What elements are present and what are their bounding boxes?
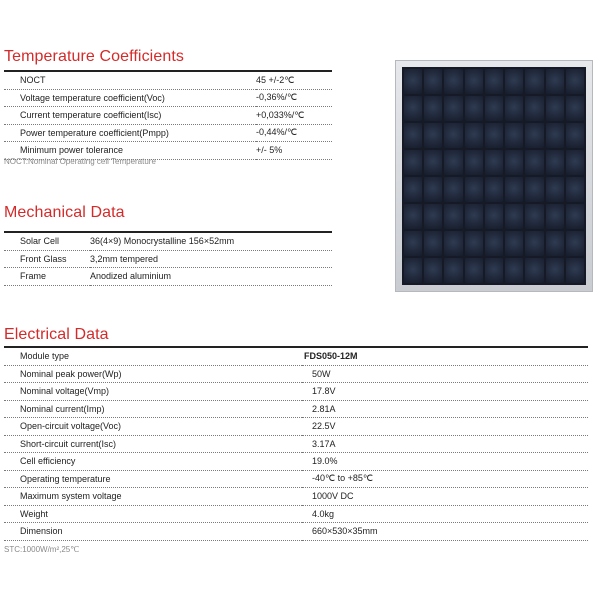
solar-cell bbox=[525, 150, 543, 175]
row-label: Nominal peak power(Wp) bbox=[4, 365, 302, 383]
solar-cell bbox=[404, 231, 422, 256]
solar-cell bbox=[404, 150, 422, 175]
solar-cell bbox=[444, 69, 462, 94]
row-value: 19.0% bbox=[302, 453, 588, 471]
row-label: Open-circuit voltage(Voc) bbox=[4, 418, 302, 436]
solar-cell bbox=[525, 177, 543, 202]
solar-cell bbox=[465, 96, 483, 121]
table-row bbox=[4, 435, 588, 453]
row-value: 2.81A bbox=[302, 400, 588, 418]
solar-cell bbox=[546, 150, 564, 175]
solar-cell bbox=[424, 69, 442, 94]
solar-cell bbox=[444, 231, 462, 256]
row-label: Maximum system voltage bbox=[4, 488, 302, 506]
row-label: Voltage temperature coefficient(Voc) bbox=[4, 89, 256, 107]
solar-cell bbox=[485, 258, 503, 283]
row-value: 660×530×35mm bbox=[302, 523, 588, 541]
solar-cell bbox=[465, 150, 483, 175]
row-value: -0,44%/℃ bbox=[256, 124, 332, 142]
table-row bbox=[4, 71, 332, 89]
noct-note: NOCT:Nominal Operating cell Temperature bbox=[4, 157, 156, 166]
solar-cell bbox=[546, 96, 564, 121]
solar-cell bbox=[444, 96, 462, 121]
row-value: 36(4×9) Monocrystalline 156×52mm bbox=[90, 232, 332, 250]
solar-cell bbox=[566, 96, 584, 121]
solar-cell bbox=[566, 204, 584, 229]
table-row bbox=[4, 365, 588, 383]
solar-cell bbox=[505, 231, 523, 256]
table-row bbox=[4, 470, 588, 488]
solar-cell bbox=[404, 177, 422, 202]
solar-cell bbox=[424, 231, 442, 256]
table-row bbox=[4, 488, 588, 506]
row-value: 17.8V bbox=[302, 383, 588, 401]
solar-cell bbox=[465, 231, 483, 256]
solar-cell bbox=[546, 204, 564, 229]
solar-cell bbox=[546, 258, 564, 283]
solar-cell bbox=[505, 150, 523, 175]
row-label: Nominal current(Imp) bbox=[4, 400, 302, 418]
row-value: -0,36%/℃ bbox=[256, 89, 332, 107]
row-value: +0,033%/℃ bbox=[256, 107, 332, 125]
solar-cell bbox=[465, 123, 483, 148]
solar-cell bbox=[485, 204, 503, 229]
solar-cell bbox=[525, 123, 543, 148]
row-value: +/- 5% bbox=[256, 142, 332, 160]
row-label: Module type bbox=[4, 347, 302, 365]
solar-cell bbox=[404, 96, 422, 121]
solar-cell bbox=[505, 123, 523, 148]
table-row bbox=[4, 268, 332, 286]
row-value: 1000V DC bbox=[302, 488, 588, 506]
table-row bbox=[4, 383, 588, 401]
solar-cell bbox=[424, 204, 442, 229]
solar-cell bbox=[505, 204, 523, 229]
solar-cell bbox=[485, 231, 503, 256]
solar-cell bbox=[525, 258, 543, 283]
solar-cell bbox=[485, 69, 503, 94]
solar-cell bbox=[424, 177, 442, 202]
solar-cell bbox=[505, 177, 523, 202]
electrical-data-table bbox=[4, 346, 588, 541]
row-label: Minimum power tolerance bbox=[4, 142, 256, 160]
module-type-value: FDS050-12M bbox=[302, 347, 588, 365]
solar-cell bbox=[546, 231, 564, 256]
solar-cell bbox=[404, 69, 422, 94]
solar-cell bbox=[566, 150, 584, 175]
table-row bbox=[4, 505, 588, 523]
solar-cell bbox=[465, 69, 483, 94]
solar-cell bbox=[525, 96, 543, 121]
solar-cell bbox=[566, 177, 584, 202]
solar-cell bbox=[546, 69, 564, 94]
table-row bbox=[4, 250, 332, 268]
row-value: -40℃ to +85℃ bbox=[302, 470, 588, 488]
solar-cell bbox=[485, 177, 503, 202]
solar-panel-icon bbox=[395, 60, 593, 292]
row-value: Anodized aluminium bbox=[90, 268, 332, 286]
table-row bbox=[4, 89, 332, 107]
solar-cell bbox=[444, 123, 462, 148]
solar-cell bbox=[465, 258, 483, 283]
row-label: NOCT bbox=[4, 71, 256, 89]
stc-note: STC:1000W/m²,25℃ bbox=[4, 545, 80, 554]
solar-cell bbox=[485, 150, 503, 175]
row-label: Current temperature coefficient(Isc) bbox=[4, 107, 256, 125]
solar-cell bbox=[505, 96, 523, 121]
table-row bbox=[4, 400, 588, 418]
temperature-coefficients-title: Temperature Coefficients bbox=[4, 48, 184, 65]
solar-cell bbox=[505, 69, 523, 94]
solar-cell bbox=[465, 177, 483, 202]
mechanical-data-table bbox=[4, 231, 332, 286]
table-row bbox=[4, 232, 332, 250]
solar-cell bbox=[424, 150, 442, 175]
mechanical-data-title: Mechanical Data bbox=[4, 204, 125, 221]
solar-cell bbox=[546, 123, 564, 148]
solar-cell bbox=[525, 69, 543, 94]
row-label: Dimension bbox=[4, 523, 302, 541]
solar-cell bbox=[424, 96, 442, 121]
row-label: Weight bbox=[4, 505, 302, 523]
solar-panel-cells bbox=[402, 67, 586, 285]
solar-cell bbox=[525, 231, 543, 256]
electrical-data-title: Electrical Data bbox=[4, 326, 109, 343]
solar-cell bbox=[424, 258, 442, 283]
solar-cell bbox=[546, 177, 564, 202]
row-value: 3.17A bbox=[302, 435, 588, 453]
solar-cell bbox=[444, 150, 462, 175]
row-label: Operating temperature bbox=[4, 470, 302, 488]
table-row bbox=[4, 523, 588, 541]
solar-cell bbox=[465, 204, 483, 229]
temperature-coefficients-table bbox=[4, 70, 332, 160]
row-value: 22.5V bbox=[302, 418, 588, 436]
solar-cell bbox=[424, 123, 442, 148]
row-label: Frame bbox=[4, 268, 90, 286]
row-value: 45 +/-2℃ bbox=[256, 71, 332, 89]
solar-cell bbox=[566, 123, 584, 148]
table-row bbox=[4, 453, 588, 471]
solar-cell bbox=[505, 258, 523, 283]
solar-cell bbox=[566, 231, 584, 256]
solar-cell bbox=[566, 258, 584, 283]
row-label: Power temperature coefficient(Pmpp) bbox=[4, 124, 256, 142]
table-row bbox=[4, 347, 588, 365]
row-label: Cell efficiency bbox=[4, 453, 302, 471]
solar-cell bbox=[444, 258, 462, 283]
solar-cell bbox=[444, 204, 462, 229]
row-value: 3,2mm tempered bbox=[90, 250, 332, 268]
row-value: 50W bbox=[302, 365, 588, 383]
solar-cell bbox=[525, 204, 543, 229]
table-row bbox=[4, 107, 332, 125]
row-label: Solar Cell bbox=[4, 232, 90, 250]
row-label: Front Glass bbox=[4, 250, 90, 268]
row-value: 4.0kg bbox=[302, 505, 588, 523]
solar-cell bbox=[404, 123, 422, 148]
solar-cell bbox=[566, 69, 584, 94]
solar-cell bbox=[404, 204, 422, 229]
solar-cell bbox=[485, 123, 503, 148]
row-label: Short-circuit current(Isc) bbox=[4, 435, 302, 453]
solar-cell bbox=[485, 96, 503, 121]
row-label: Nominal voltage(Vmp) bbox=[4, 383, 302, 401]
solar-cell bbox=[444, 177, 462, 202]
solar-cell bbox=[404, 258, 422, 283]
table-row bbox=[4, 124, 332, 142]
table-row bbox=[4, 418, 588, 436]
